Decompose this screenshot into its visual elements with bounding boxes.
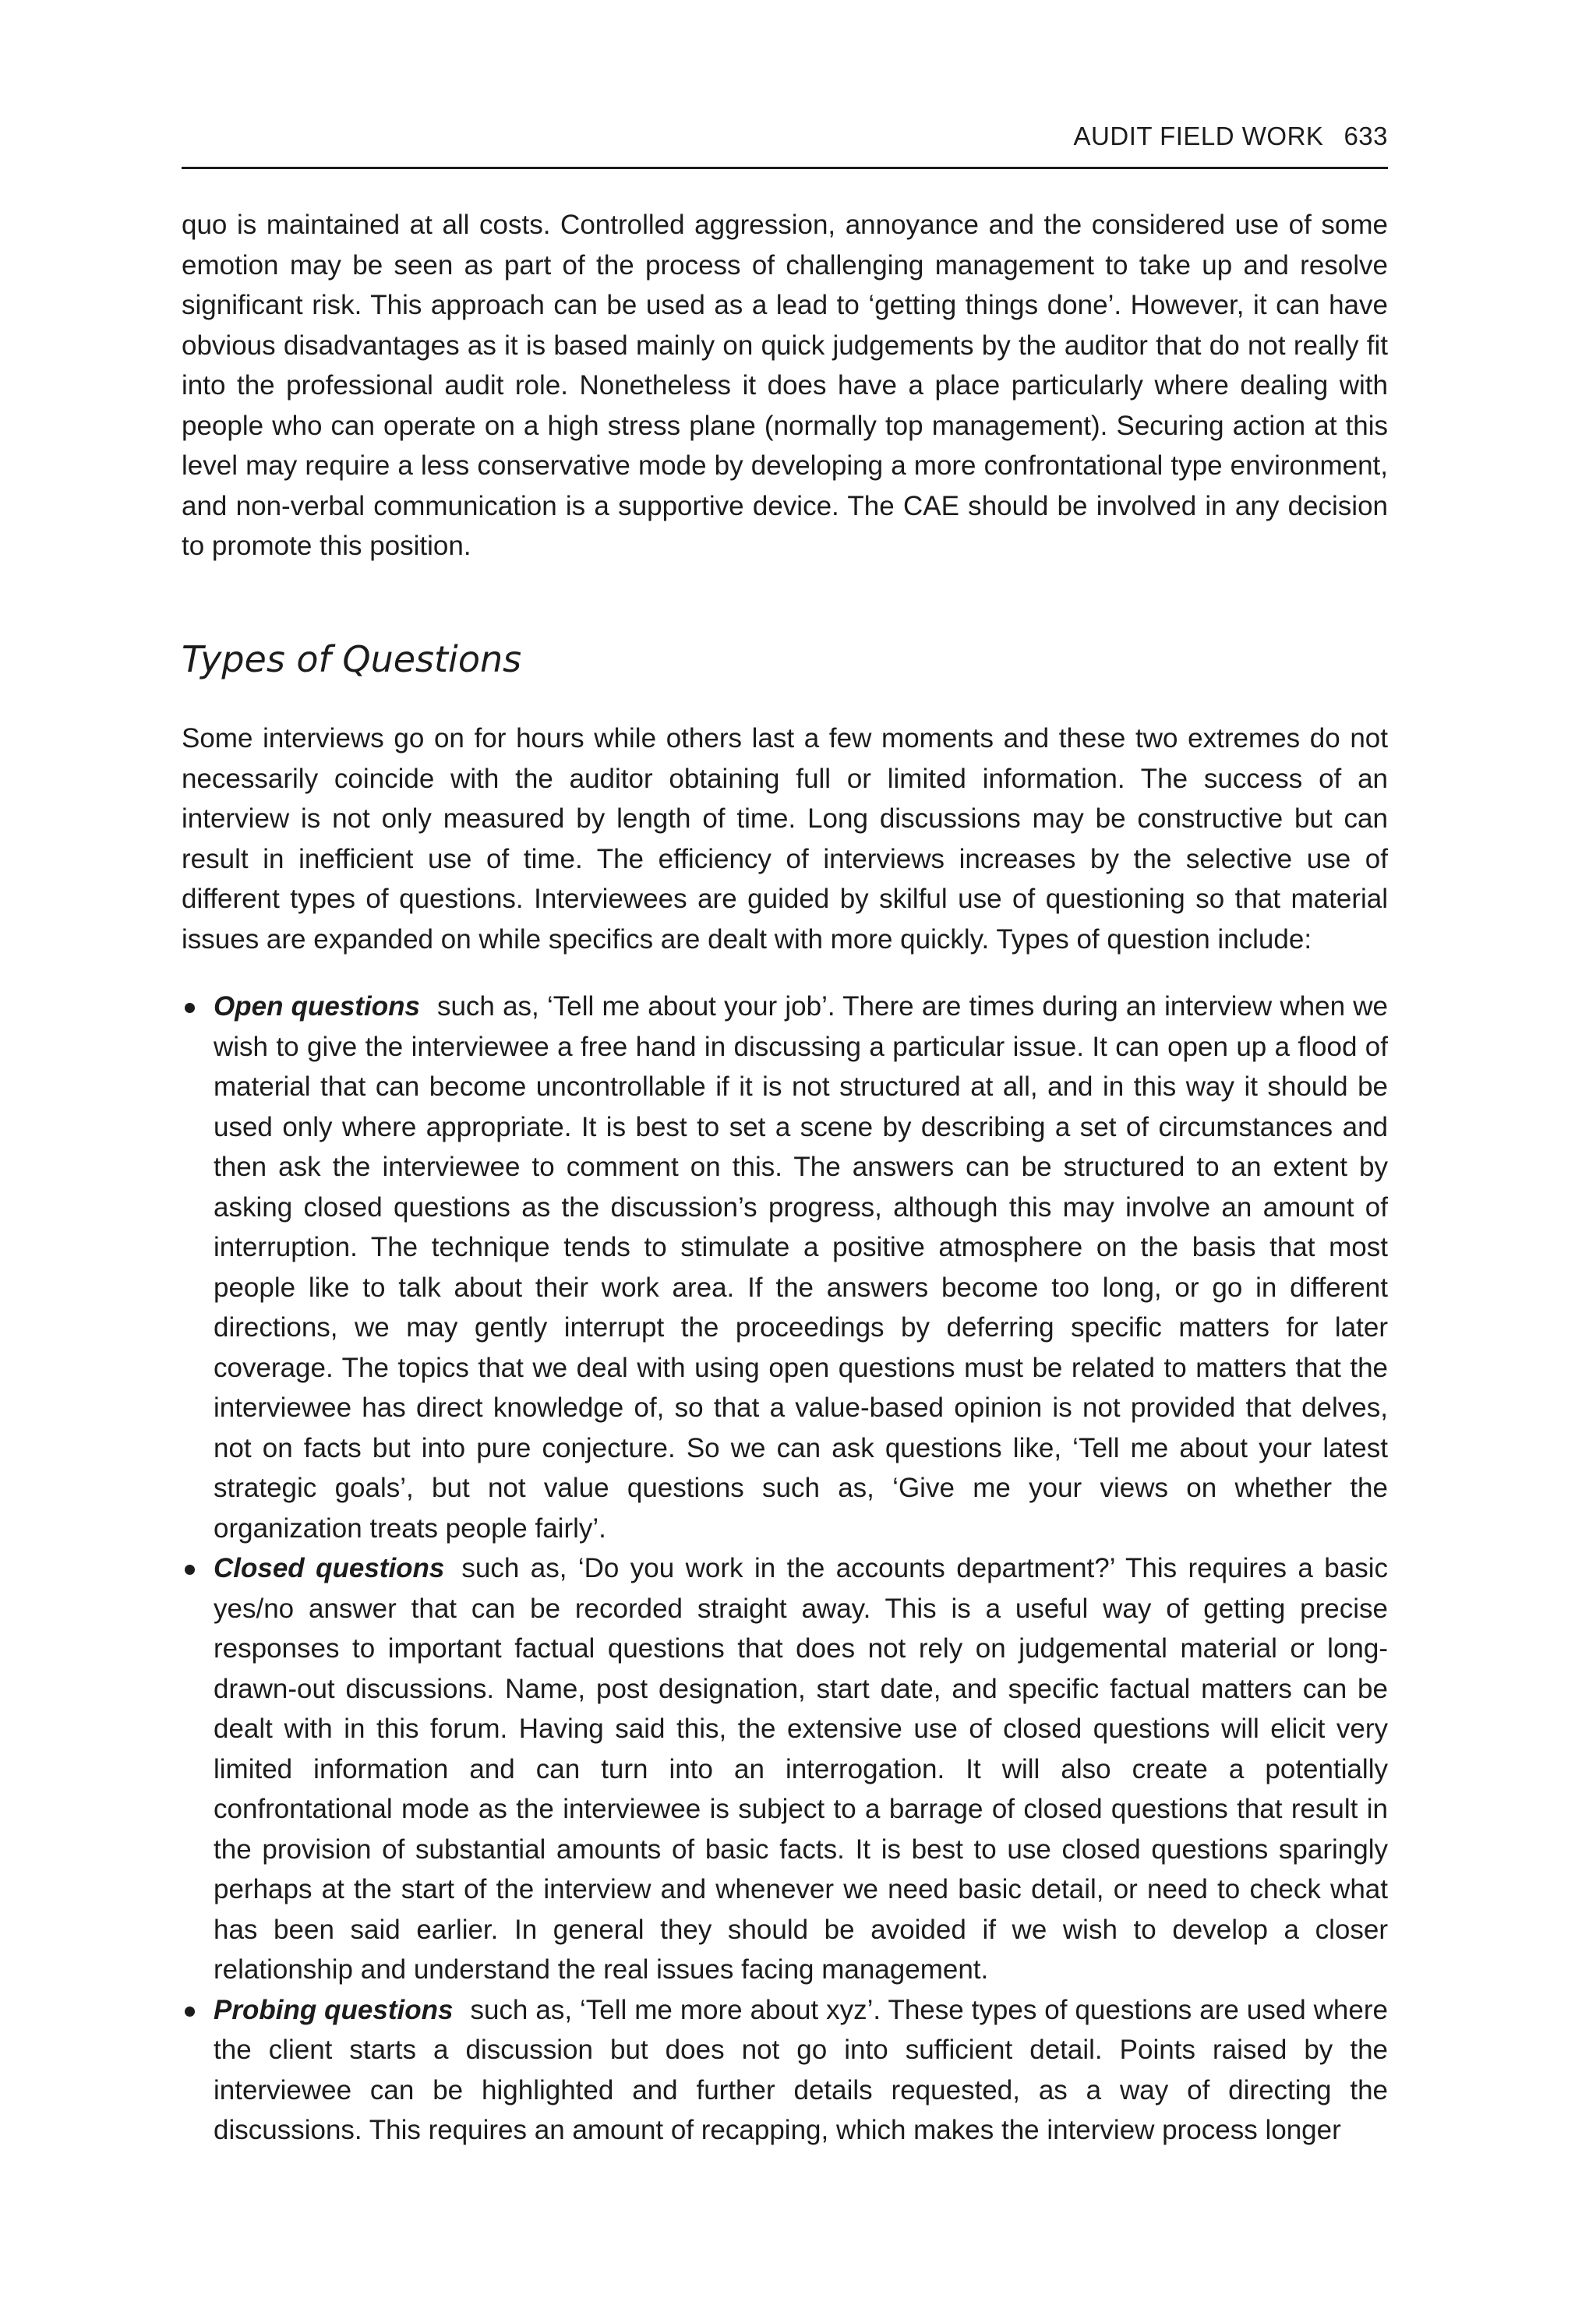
running-title: AUDIT FIELD WORK bbox=[1073, 122, 1324, 150]
bullet-term: Closed questions bbox=[214, 1553, 445, 1583]
question-types-list bbox=[182, 987, 1388, 2151]
bullet-icon bbox=[185, 1565, 195, 1575]
header-rule bbox=[182, 167, 1388, 169]
bullet-text: such as, ‘Tell me more about xyz’. These types of questions are used where the client starts a discussion but does not go into sufficient detail. Points raised by the interviewee can be highlighted and further details requested, as a way of directing the discussions. This requires an amount of recapping, which makes the interview process longer bbox=[214, 1994, 1388, 2145]
continuation-paragraph: quo is maintained at all costs. Controlled aggression, annoyance and the considered use of some emotion may be seen as part of the process of challenging management to take up and resolve significant risk. This approach can be used as a lead to ‘getting things done’. However, it can have obvious disadvantages as it is based mainly on quick judgements by the auditor that do not really fit into the professional audit role. Nonetheless it does have a place particularly where dealing with people who can operate on a high stress plane (normally top management). Securing action at this level may require a less conservative mode by developing a more confrontational type environment, and non-verbal communication is a supportive device. The CAE should be involved in any decision to promote this position. bbox=[182, 210, 1388, 561]
bullet-term: Probing questions bbox=[214, 1994, 454, 2025]
bullet-icon bbox=[185, 2007, 195, 2017]
list-item-open-questions bbox=[182, 987, 1388, 1548]
running-head bbox=[1074, 121, 1388, 152]
bullet-icon bbox=[185, 1003, 195, 1013]
intro-paragraph: Some interviews go on for hours while others last a few moments and these two extremes do not necessarily coincide with the auditor obtaining full or limited information. The success of an interview is not only measured by length of time. Long discussions may be constructive but can result in inefficient use of time. The efficiency of interviews increases by the selective use of different types of questions. Interviewees are guided by skilful use of questioning so that material issues are expanded on while specifics are dealt with more quickly. Types of question include: bbox=[182, 723, 1388, 955]
list-item-probing-questions bbox=[182, 1990, 1388, 2151]
bullet-text: such as, ‘Do you work in the accounts department?’ This requires a basic yes/no answer that can be recorded straight away. This is a useful way of getting precise responses to important factual questions that does not rely on judgemental material or long-drawn-out discussions. Name, post designation, start date, and specific factual matters can be dealt with in this forum. Having said this, the extensive use of closed questions will elicit very limited information and can turn into an interrogation. It will also create a potentially confrontational mode as the interviewee is subject to a barrage of closed questions that result in the provision of substantial amounts of basic facts. It is best to use closed questions sparingly perhaps at the start of the interview and whenever we need basic detail, or need to check what has been said earlier. In general they should be avoided if we wish to develop a closer relationship and understand the real issues facing management. bbox=[214, 1553, 1388, 1985]
list-item-closed-questions bbox=[182, 1548, 1388, 1990]
bullet-text: such as, ‘Tell me about your job’. There are times during an interview when we wish to give the interviewee a free hand in discussing a particular issue. It can open up a flood of material that can become uncontrollable if it is not structured at all, and in this way it should be used only where appropriate. It is best to set a scene by describing a set of circumstances and then ask the interviewee to comment on this. The answers can be structured to an extent by asking closed questions as the discussion’s progress, although this may involve an amount of interruption. The technique tends to stimulate a positive atmosphere on the basis that most people like to talk about their work area. If the answers become too long, or go in different directions, we may gently interrupt the proceedings by deferring specific matters for later coverage. The topics that we deal with using open questions must be related to matters that the interviewee has direct knowledge of, so that a value-based opinion is not provided that delves, not on facts but into pure conjecture. So we can ask questions like, ‘Tell me about your latest strategic goals’, but not value questions such as, ‘Give me your views on whether the organization treats people fairly’. bbox=[214, 991, 1388, 1544]
section-heading: Types of Questions bbox=[182, 638, 522, 680]
bullet-term: Open questions bbox=[214, 991, 420, 1022]
page-number: 633 bbox=[1344, 122, 1388, 150]
